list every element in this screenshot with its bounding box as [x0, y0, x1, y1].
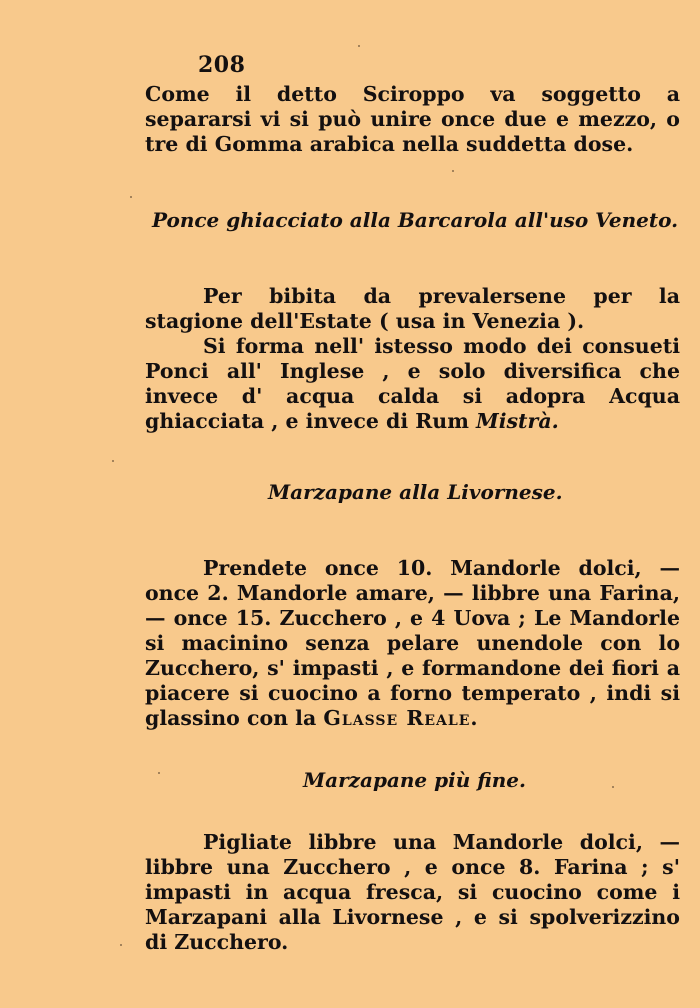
paper-speck	[158, 772, 160, 774]
paragraph-ponce-method	[145, 334, 680, 434]
paragraph-text: Per bibita da prevalersene per la stagione dell'Estate ( usa in Venezia ).	[145, 284, 680, 333]
recipe-title-marzapane-fine: Marzapane più fine.	[303, 768, 526, 792]
paper-speck	[112, 460, 114, 462]
paper-speck	[612, 786, 614, 788]
page-number: 208	[198, 52, 246, 78]
paper-speck	[120, 944, 122, 946]
recipe-title-marzapane-livornese: Marzapane alla Livornese.	[268, 480, 563, 504]
paper-speck	[358, 45, 360, 47]
paragraph-text-main: Prendete once 10. Mandorle dolci, — once 2. Mandorle amare, — libbre una Farina, — once 15. Zucchero , e 4 Uova ; Le Mandorle si macinino senza pelare unendole con lo Zucchero, s' impasti , e formandone dei fiori a piacere si cuocino a forno temperato , indi si glassino con la	[145, 556, 680, 730]
small-caps-glasse-reale: Glasse Reale.	[323, 706, 479, 730]
paragraph-gum-arabic	[145, 82, 680, 157]
paragraph-text	[145, 334, 680, 434]
paragraph-marzapane-fine	[145, 830, 680, 955]
paper-speck	[130, 196, 132, 198]
italic-word-mistra: Mistrà.	[476, 409, 559, 433]
paragraph-marzapane-livornese	[145, 556, 680, 731]
paragraph-text: Come il detto Sciroppo va soggetto a separarsi vi si può unire once due e mezzo, o tre di Gomma arabica nella suddetta dose.	[145, 82, 680, 156]
paragraph-text: Pigliate libbre una Mandorle dolci, — libbre una Zucchero , e once 8. Farina ; s' impasti in acqua fresca, si cuocino come i Marzapani alla Livornese , e si spolverizzino di Zucchero.	[145, 830, 680, 954]
recipe-title-ponce: Ponce ghiacciato alla Barcarola all'uso Veneto.	[152, 208, 679, 232]
paragraph-text-main: Si forma nell' istesso modo dei consueti Ponci all' Inglese , e solo diversifica che invece d' acqua calda si adopra Acqua ghiacciata , e invece di Rum	[145, 334, 680, 433]
paper-speck	[452, 170, 454, 172]
paragraph-bibita	[145, 284, 680, 334]
paragraph-text	[145, 556, 680, 731]
